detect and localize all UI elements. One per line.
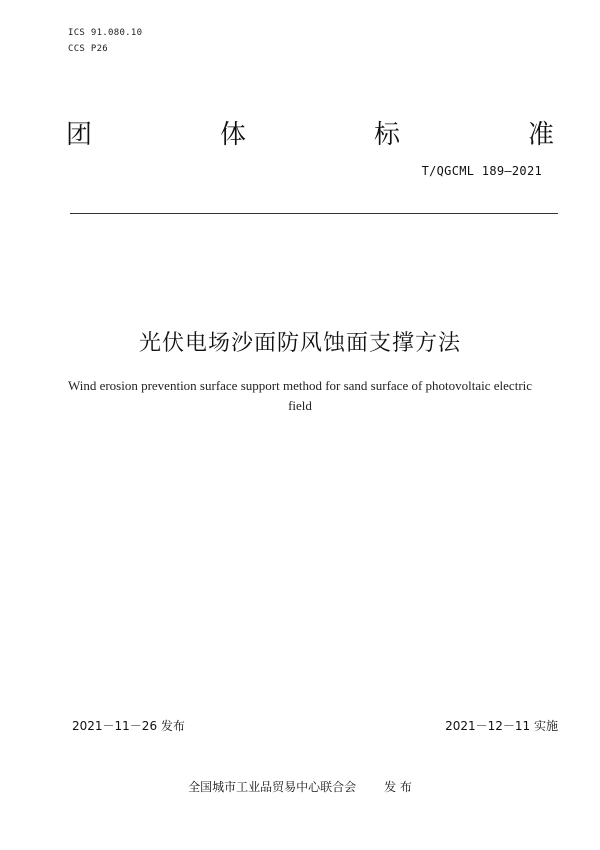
implement-date: 2021－12－11 实施 [445, 719, 558, 733]
issuer [0, 778, 600, 795]
standard-type [66, 114, 554, 151]
ccs-code: CCS P26 [68, 44, 109, 54]
standard-number: T/QGCML 189—2021 [421, 164, 542, 178]
header-divider [70, 213, 558, 214]
title-chinese: 光伏电场沙面防风蚀面支撑方法 [138, 331, 461, 356]
standard-type-char-3: 标 [373, 120, 400, 150]
publish-date: 2021－11－26 发布 [72, 719, 185, 733]
standard-type-char-2: 体 [219, 120, 246, 150]
standard-type-char-1: 团 [66, 120, 93, 150]
ics-code: ICS 91.080.10 [68, 28, 143, 38]
standard-type-char-4: 准 [527, 120, 554, 150]
title-english: Wind erosion prevention surface support method for sand surface of photovoltaic electric field [67, 378, 533, 413]
issuer-organization: 全国城市工业品贸易中心联合会 [188, 780, 357, 794]
issuer-action: 发 布 [384, 780, 412, 794]
